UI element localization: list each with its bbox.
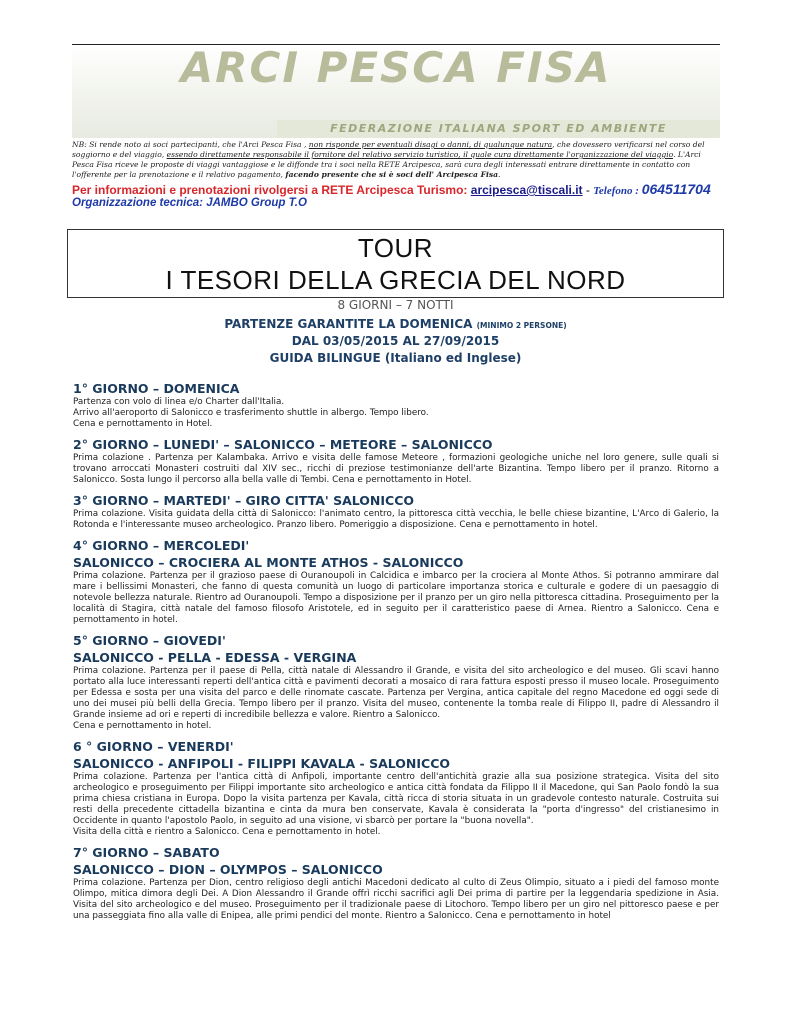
day-route-heading: SALONICCO - PELLA - EDESSA - VERGINA bbox=[73, 650, 357, 665]
day-description: Visita della città e rientro a Salonicco. Cena e pernottamento in hotel. bbox=[73, 827, 381, 837]
tour-title-line2: I TESORI DELLA GRECIA DEL NORD bbox=[165, 265, 626, 295]
notice-text: NB: Si rende noto ai soci partecipanti, che l'Arci Pesca Fisa , bbox=[72, 140, 309, 149]
itinerary-day bbox=[73, 492, 719, 531]
logo-banner bbox=[72, 43, 720, 138]
phone-label: Telefono : bbox=[593, 185, 642, 197]
departures-text: PARTENZE GARANTITE LA DOMENICA bbox=[224, 317, 477, 331]
day-route-heading: SALONICCO – DION – OLYMPOS – SALONICCO bbox=[73, 862, 383, 877]
tour-title-line1: TOUR bbox=[357, 233, 434, 263]
disclaimer-notice bbox=[72, 140, 720, 180]
notice-text-underlined: non risponde per eventuali disagi o danni, di qualunque natura bbox=[308, 140, 553, 149]
day-heading: 6 ° GIORNO – VENERDI' bbox=[73, 739, 234, 754]
day-heading: 4° GIORNO – MERCOLEDI' bbox=[73, 538, 250, 553]
notice-text-underlined: essendo direttamente responsabile il fornitore del relativo servizio turistico, il quale cura direttamente l'organizzazione del viaggio bbox=[166, 150, 674, 159]
info-label: Per informazioni e prenotazioni rivolgersi a RETE Arcipesca Turismo: bbox=[72, 183, 471, 197]
departures-line bbox=[0, 317, 791, 331]
day-heading: 5° GIORNO – GIOVEDI' bbox=[73, 633, 226, 648]
day-description: Cena e pernottamento in Hotel. bbox=[73, 419, 213, 429]
day-description: Prima colazione. Partenza per il paese di Pella, città natale di Alessandro il Grande, e visita del sito archeologico e del museo. Gli scavi hanno portato alla luce interessanti reperti dell'antica città e pavimenti decorati a mosaico di rara fattura esposti presso il museo locale. Proseguimento per Edessa e sosta per una visita del parco e delle rinomate cascate. Partenza per Vergina, antica capitale del regno Macedone ed oggi sede di uno dei musei più belli della Grecia. Tempo libero per il pranzo. Visita del museo, contenente la tomba reale di Filippo II, padre di Alessandro il Grande insieme ad ori e reperti di incredibile bellezza e valore. Rientro a Salonicco. bbox=[73, 666, 719, 720]
day-description: Prima colazione . Partenza per Kalambaka. Arrivo e visita delle famose Meteore , formazioni geologiche uniche nel loro genere, sulle quali si trovano arroccati Monasteri costruiti dal XIV sec., ricchi di preziose testimonianze dell'arte Bizantina. Tempo libero per il pranzo. Ritorno a Salonicco. Sosta lungo il percorso alla bella valle di Tembi. Cena e pernottamento in Hotel. bbox=[73, 453, 719, 485]
notice-text: . L'Arci Pesca Fisa riceve le proposte di viaggi vantaggiose e le diffonde tra i soci nella RETE Arcipesca, sarà cura degli interessati entrare direttamente in contatto con l'offerente per la prenotazione e il relativo pagamento, bbox=[72, 150, 701, 179]
phone-number: 064511704 bbox=[641, 181, 711, 197]
notice-text-bold: facendo presente che si è soci dell' Arcipesca Fisa bbox=[285, 170, 499, 179]
tour-duration: 8 GIORNI – 7 NOTTI bbox=[337, 298, 454, 312]
itinerary bbox=[73, 380, 719, 928]
day-description: Prima colazione. Partenza per Dion, centro religioso degli antichi Macedoni dedicato al culto di Zeus Olimpio, situato a i piedi del famoso monte Olimpo, mitica dimora degli Dei. A Dion Alessandro il Grande offrì ricchi sacrifici agli Dei prima di partire per la leggendaria spedizione in Asia. Visita del sito archeologico e del museo. Proseguimento per il tradizionale paese di Litochoro. Tempo libero per un giro nel pittoresco paese e per una passeggiata fino alla valle di Enipea, alle primi pendici del monte. Rientro a Salonicco. Cena e pernottamento in hotel bbox=[73, 878, 719, 921]
day-description: Prima colazione. Visita guidata della città di Salonicco: l'animato centro, la pittoresca città vecchia, le belle chiese bizantine, L'Arco di Galerio, la Rotonda e l'interessante museo archeologico. Pranzo libero. Pomeriggio a disposizione. Cena e pernottamento in hotel. bbox=[73, 509, 719, 530]
itinerary-day bbox=[73, 844, 719, 922]
day-description: Partenza con volo di linea e/o Charter dall'Italia. bbox=[73, 397, 285, 407]
notice-text: , che dovessero verificarsi nel corso del soggiorno e del viaggio, bbox=[72, 140, 705, 159]
logo-title: ARCI PESCA FISA bbox=[180, 43, 612, 92]
notice-text: . bbox=[498, 170, 501, 179]
tour-dates: DAL 03/05/2015 AL 27/09/2015 bbox=[291, 334, 500, 348]
day-route-heading: SALONICCO - ANFIPOLI - FILIPPI KAVALA - SALONICCO bbox=[73, 756, 451, 771]
day-heading: 2° GIORNO – LUNEDI' – SALONICCO – METEORE – SALONICCO bbox=[73, 437, 493, 452]
email-link[interactable]: arcipesca@tiscali.it bbox=[470, 183, 583, 197]
itinerary-day bbox=[73, 632, 719, 732]
itinerary-day bbox=[73, 436, 719, 486]
tour-title-box bbox=[67, 229, 724, 298]
itinerary-day bbox=[73, 537, 719, 626]
itinerary-day bbox=[73, 738, 719, 838]
day-description: Prima colazione. Partenza per l'antica città di Anfipoli, importante centro dell'antichità grazie alla sua posizione strategica. Visita del sito archeologico e proseguimento per Filippi importante sito archeologico e antica città fondata da Filippo II il Macedone, qui San Paolo fondò la sua prima chiesa cristiana in Europa. Dopo la visita partenza per Kavala, città ricca di storia situata in un gradevole contesto naturale. Costruita sui resti della precedente cittadella bizantina e cinta da mura ben conservate, Kavala è considerata la "porta d'ingresso" del cristianesimo in Occidente in quanto l'apostolo Paolo, in seguito ad una visione, vi sbarcò per portare la "buona novella". bbox=[73, 772, 719, 826]
guide-info: GUIDA BILINGUE (Italiano ed Inglese) bbox=[269, 351, 522, 365]
itinerary-day bbox=[73, 380, 719, 430]
minimum-persons: (MINIMO 2 PERSONE) bbox=[476, 321, 567, 330]
day-description: Arrivo all'aeroporto di Salonicco e trasferimento shuttle in albergo. Tempo libero. bbox=[73, 408, 429, 418]
day-route-heading: SALONICCO – CROCIERA AL MONTE ATHOS - SALONICCO bbox=[73, 555, 464, 570]
day-description: Cena e pernottamento in hotel. bbox=[73, 721, 212, 731]
day-description: Prima colazione. Partenza per il grazioso paese di Ouranoupoli in Calcidica e imbarco per la crociera al Monte Athos. Si potranno ammirare dal mare i bellissimi Monasteri, che fanno di questa comunità un luogo di particolare importanza storica e culturale e godere di un paesaggio di notevole bellezza naturale. Rientro ad Ouranoupoli. Tempo a disposizione per il pranzo per un giro nella pittoresca cittadina. Proseguimento per la località di Stagira, città natale del famoso filosofo Aristotele, ed in seguito per il caratteristico paese di Arnea. Rientro a Salonicco. Cena e pernottamento in hotel. bbox=[73, 571, 719, 625]
organization-info: Organizzazione tecnica: JAMBO Group T.O bbox=[72, 197, 307, 209]
day-heading: 3° GIORNO – MARTEDI' – GIRO CITTA' SALONICCO bbox=[73, 493, 415, 508]
logo-subtitle: FEDERAZIONE ITALIANA SPORT ED AMBIENTE bbox=[330, 122, 667, 135]
day-heading: 7° GIORNO – SABATO bbox=[73, 845, 220, 860]
separator: - bbox=[582, 183, 594, 197]
day-heading: 1° GIORNO – DOMENICA bbox=[73, 381, 240, 396]
